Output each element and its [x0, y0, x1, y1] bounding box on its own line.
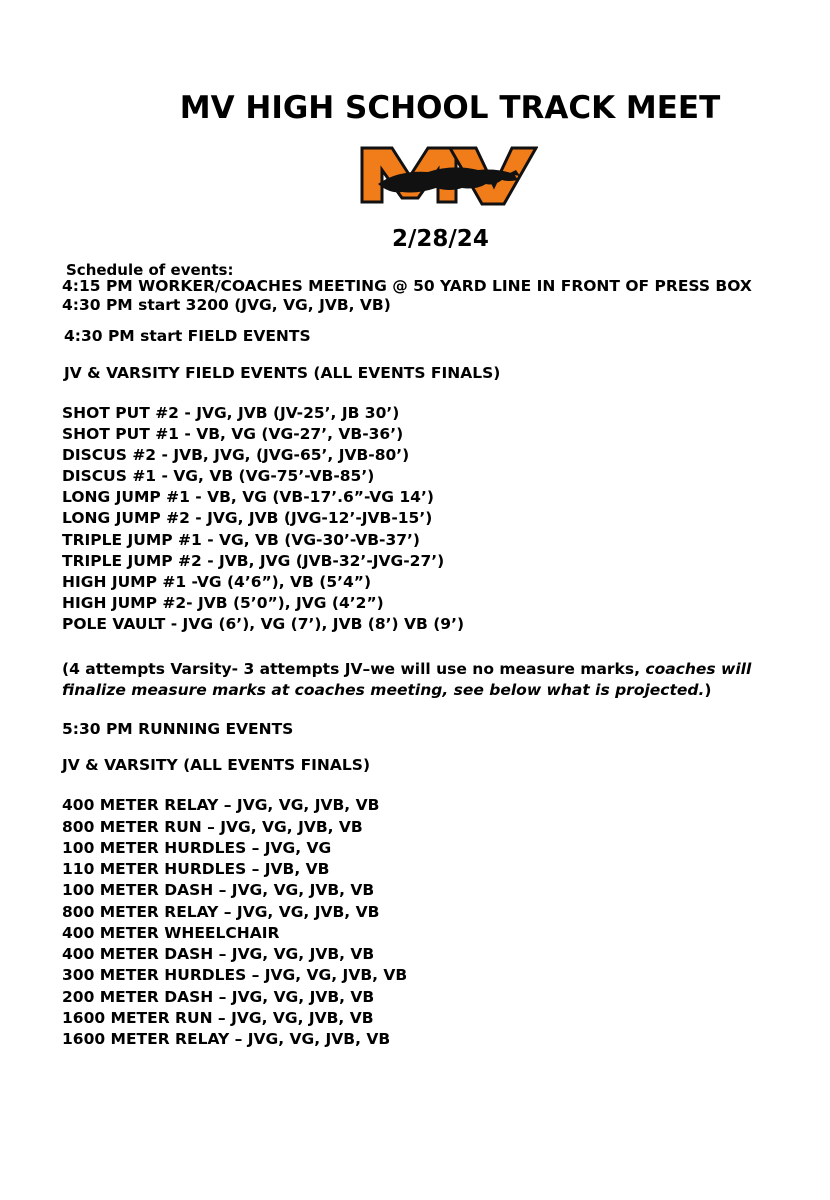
running-event: 100 METER HURDLES – JVG, VG [62, 839, 332, 857]
running-event: 400 METER DASH – JVG, VG, JVB, VB [62, 945, 375, 963]
field-event: SHOT PUT #2 - JVG, JVB (JV-25’, JB 30’) [62, 404, 400, 422]
field-heading: JV & VARSITY FIELD EVENTS (ALL EVENTS FINALS) [64, 364, 501, 382]
field-event: HIGH JUMP #2- JVB (5’0”), JVG (4’2”) [62, 594, 384, 612]
running-start: 5:30 PM RUNNING EVENTS [62, 720, 294, 738]
schedule-heading: Schedule of events: [66, 261, 234, 279]
running-event: 800 METER RELAY – JVG, VG, JVB, VB [62, 903, 380, 921]
field-event: TRIPLE JUMP #2 - JVB, JVG (JVB-32’-JVG-27’) [62, 552, 445, 570]
field-event: HIGH JUMP #1 -VG (4’6”), VB (5’4”) [62, 573, 372, 591]
field-start: 4:30 PM start FIELD EVENTS [64, 327, 311, 345]
note-italic: finalize measure marks at coaches meeting, see below what is projected. [62, 681, 705, 699]
running-event: 1600 METER RELAY – JVG, VG, JVB, VB [62, 1030, 391, 1048]
note-italic: coaches will [645, 660, 752, 678]
field-event: DISCUS #1 - VG, VB (VG-75’-VB-85’) [62, 467, 375, 485]
note-end: ) [704, 681, 712, 699]
running-heading: JV & VARSITY (ALL EVENTS FINALS) [62, 756, 371, 774]
schedule-item: 4:15 PM WORKER/COACHES MEETING @ 50 YARD LINE IN FRONT OF PRESS BOX [62, 277, 752, 295]
running-event: 400 METER WHEELCHAIR [62, 924, 280, 942]
field-event: LONG JUMP #1 - VB, VG (VB-17’.6”-VG 14’) [62, 488, 434, 506]
page-title: MV HIGH SCHOOL TRACK MEET [179, 90, 721, 126]
note-plain: (4 attempts Varsity- 3 attempts JV–we will use no measure marks, [62, 660, 646, 678]
running-event: 100 METER DASH – JVG, VG, JVB, VB [62, 881, 375, 899]
schedule-item: 4:30 PM start 3200 (JVG, VG, JVB, VB) [62, 296, 391, 314]
field-note-line1 [62, 659, 751, 679]
field-event: SHOT PUT #1 - VB, VG (VG-27’, VB-36’) [62, 425, 404, 443]
running-event: 200 METER DASH – JVG, VG, JVB, VB [62, 988, 375, 1006]
field-event: TRIPLE JUMP #1 - VG, VB (VG-30’-VB-37’) [62, 531, 421, 549]
running-event: 300 METER HURDLES – JVG, VG, JVB, VB [62, 966, 408, 984]
meet-date: 2/28/24 [392, 226, 489, 252]
field-event: DISCUS #2 - JVB, JVG, (JVG-65’, JVB-80’) [62, 446, 410, 464]
field-note-line2 [62, 680, 712, 700]
running-event: 400 METER RELAY – JVG, VG, JVB, VB [62, 796, 380, 814]
running-event: 1600 METER RUN – JVG, VG, JVB, VB [62, 1009, 374, 1027]
field-event: LONG JUMP #2 - JVG, JVB (JVG-12’-JVB-15’) [62, 509, 433, 527]
running-event: 800 METER RUN – JVG, VG, JVB, VB [62, 818, 363, 836]
running-event: 110 METER HURDLES – JVB, VB [62, 860, 330, 878]
field-event: POLE VAULT - JVG (6’), VG (7’), JVB (8’) VB (9’) [62, 615, 465, 633]
mv-panther-logo [358, 140, 538, 212]
